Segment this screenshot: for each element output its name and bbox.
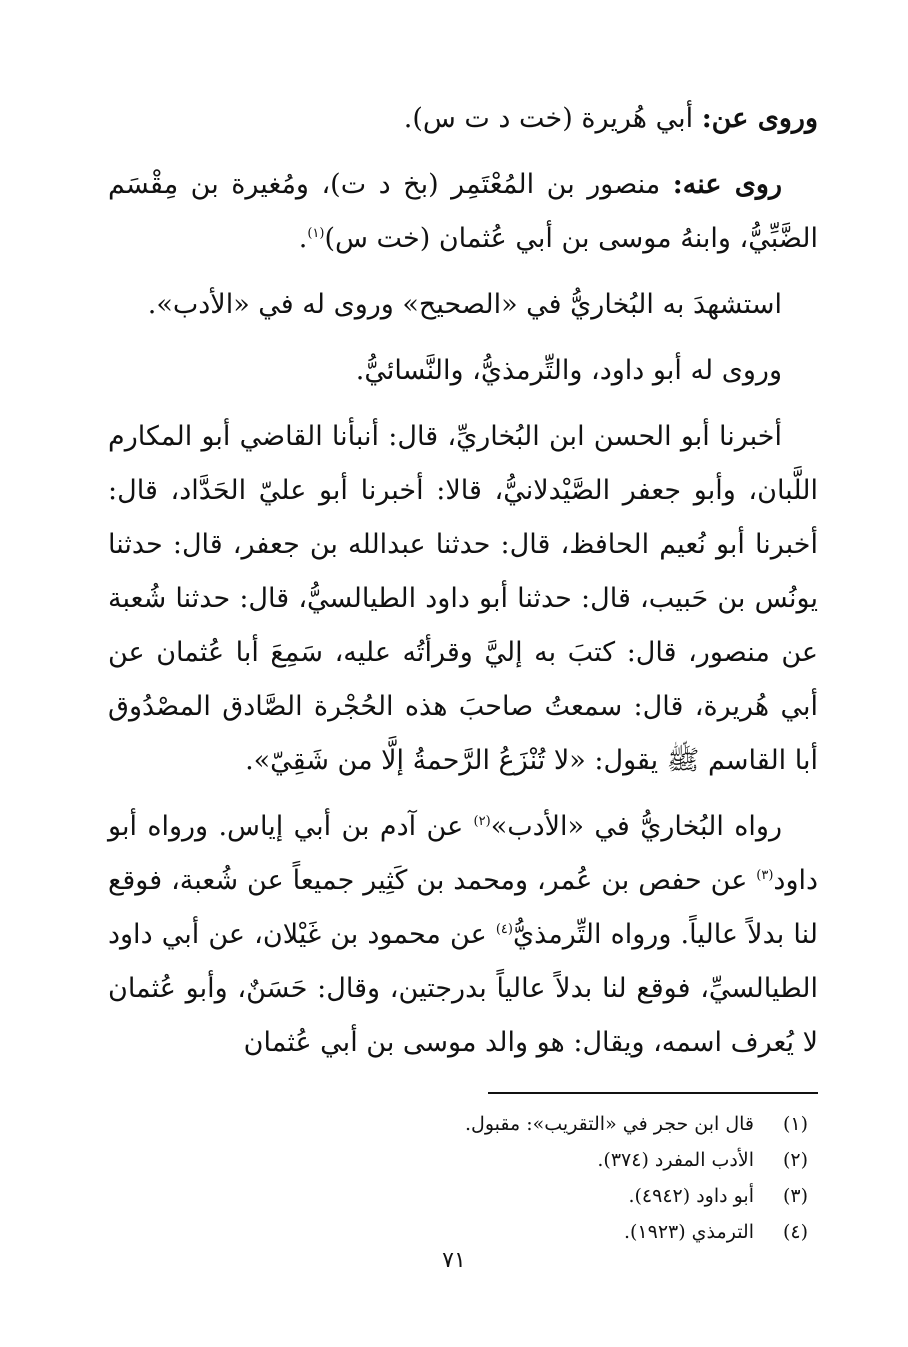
footnote-item — [380, 1142, 808, 1178]
takhrij-part-4: عن محمود بن غَيْلان، عن أبي داود الطيالسيِّ، فوقع لنا بدلاً عالياً بدرجتين، وقال: حَسَنٌ، وأبو عُثمان لا يُعرف اسمه، ويقال: هو والد موسى بن أبي عُثمان — [108, 919, 818, 1058]
footnote-ref-3: (٣) — [756, 868, 774, 883]
footnote-number: (٢) — [782, 1149, 808, 1171]
narrators-label: روى عنه: — [672, 169, 782, 200]
main-text — [108, 92, 818, 1082]
takhrij-part-2: عن آدم بن أبي إياس. ورواه أبو داود — [108, 811, 819, 896]
narrators-from-him — [108, 158, 818, 266]
footnotes — [380, 1106, 808, 1250]
footnote-ref-1: (١) — [307, 226, 325, 241]
page-number: ٧١ — [442, 1248, 466, 1273]
footnote-text: قال ابن حجر في «التقريب»: مقبول. — [465, 1113, 754, 1135]
footnote-divider — [488, 1092, 818, 1094]
footnote-item — [380, 1214, 808, 1250]
narrated-from-line — [108, 92, 818, 146]
footnote-text: أبو داود (٤٩٤٢). — [628, 1185, 754, 1207]
bukhari-note: استشهدَ به البُخاريُّ في «الصحيح» وروى له في «الأدب». — [147, 289, 782, 320]
narrated-from-text: أبي هُريرة (خت د ت س). — [403, 103, 694, 134]
footnote-text: الترمذي (١٩٢٣). — [623, 1221, 754, 1243]
footnote-item — [380, 1178, 808, 1214]
sunan-note: وروى له أبو داود، والتِّرمذيُّ، والنَّسائيُّ. — [355, 355, 782, 386]
footnote-number: (٣) — [782, 1185, 808, 1207]
footnote-ref-2: (٢) — [473, 814, 491, 829]
takhrij-paragraph — [108, 800, 818, 1070]
narrators-text: منصور بن المُعْتَمِر (بخ د ت)، ومُغيرة بن مِقْسَم الضَّبِّيُّ، وابنهُ موسى بن أبي عُثمان (خت س) — [108, 169, 818, 254]
takhrij-part-1: رواه البُخاريُّ في «الأدب» — [490, 811, 782, 842]
footnote-number: (١) — [782, 1113, 808, 1135]
takhrij-part-3: عن حفص بن عُمر، ومحمد بن كَثِير جميعاً عن شُعبة، فوقع لنا بدلاً عالياً. ورواه التِّرمذيُّ — [108, 865, 818, 950]
footnote-text: الأدب المفرد (٣٧٤). — [597, 1149, 754, 1171]
narrators-text-end: . — [298, 223, 308, 254]
footnote-ref-4: (٤) — [495, 922, 513, 937]
narrated-from-label: وروى عن: — [701, 103, 818, 134]
footnote-item — [380, 1106, 808, 1142]
footnote-number: (٤) — [782, 1221, 808, 1243]
hadith-chain-paragraph: أخبرنا أبو الحسن ابن البُخاريِّ، قال: أنبأنا القاضي أبو المكارم اللَّبان، وأبو جعفر الصَّيْدلانيُّ، قالا: أخبرنا أبو عليّ الحَدَّاد، قال: أخبرنا أبو نُعيم الحافظ، قال: حدثنا عبدالله بن جعفر، قال: حدثنا يونُس بن حَبيب، قال: حدثنا أبو داود الطيالسيُّ، قال: حدثنا شُعبة عن منصور، قال: كتبَ به إليَّ وقرأتُه عليه، سَمِعَ أبا عُثمان عن أبي هُريرة، قال: سمعتُ صاحبَ هذه الحُجْرة الصَّادق المصْدُوق أبا القاسم ﷺ يقول: «لا تُنْزَعُ الرَّحمةُ إلَّا من شَقِيّ». — [108, 421, 818, 776]
